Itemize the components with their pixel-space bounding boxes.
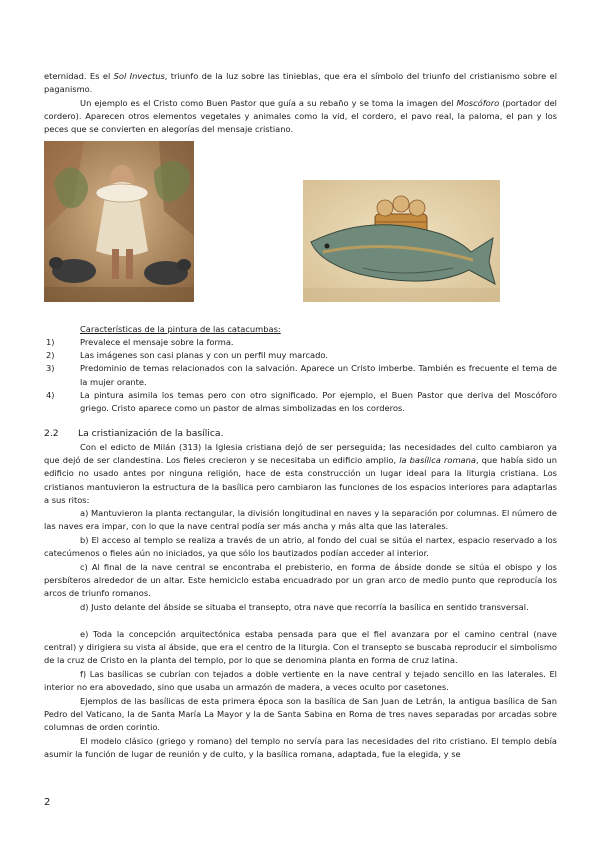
paragraph-f: f) Las basílicas se cubrían con tejados a doble vertiente en la nave central y tejado sencillo en las laterales. El interior no era abovedado, sino que usaba un armazón de madera, a veces oculto por casetones. — [44, 669, 557, 693]
good-shepherd-fresco-image — [44, 141, 194, 302]
caracteristicas-title: Características de la pintura de las catacumbas: — [80, 324, 281, 334]
edicto-paragraph: Con el edicto de Milán (313) la Iglesia cristiana dejó de ser perseguida; las necesidades del culto cambiaron ya que dejó de ser clandestina. Los fieles crecieron y se necesitaba un edificio amplio, la basílica romana, que había sido un edificio no usado antes por ninguna religión, hace de esta construcción un lugar ideal para la liturgia cristiana. Los cristianos mantuvieron la estructura de la basílica pero cambiaron las funciones de los espacios interiores para adaptarlas a sus ritos: — [44, 442, 557, 505]
fish-bread-fresco-image — [303, 180, 500, 302]
caracteristicas-list — [44, 336, 557, 415]
good-shepherd-fresco — [44, 141, 194, 302]
section-heading: 2.2 La cristianización de la basílica. — [44, 428, 224, 439]
paragraph-c: c) Al final de la nave central se encontraba el prebisterio, en forma de ábside donde se sitúa el obispo y los persbíteros alrededor de un altar. Este hemiciclo estaba encuadrado por un gran arco de medio punto que reproducía los arcos de triunfo romanos. — [44, 562, 557, 599]
list-item: 2) Las imágenes son casi planas y con un perfil muy marcado. — [46, 350, 328, 361]
fish-and-bread-basket-fresco — [303, 180, 500, 302]
list-item: 3) Predominio de temas relacionados con la salvación. Aparece un Cristo imberbe. También es frecuente el tema de la mujer orante. — [46, 363, 557, 387]
paragraph-e: e) Toda la concepción arquitectónica estaba pensada para que el fiel avanzara por el camino central (nave central) y dirigiera su vista al ábside, que era el centro de la liturgia. Con el transepto se buscaba reproducir el simbolismo de la cruz de Cristo en la planta del templo, por lo que se denomina planta en forma de cruz latina. — [44, 629, 557, 666]
intro-paragraph: eternidad. Es el Sol Invectus, triunfo de la luz sobre las tinieblas, que era el símbolo del triunfo del cristianismo sobre el paganismo. — [44, 71, 558, 95]
paragraph-b: b) El acceso al templo se realiza a través de un atrio, al fondo del cual se sitúa el nartex, espacio reservado a los catecúmenos o fieles aún no iniciados, ya que sólo los bautizados podían acceder al interior. — [44, 535, 557, 559]
list-item: 1) Prevalece el mensaje sobre la forma. — [46, 337, 234, 347]
ejemplos-paragraph: Ejemplos de las basílicas de esta primera época son la basílica de San Juan de Letrán, la antigua basílica de San Pedro del Vaticano, la de Santa María La Mayor y la de Santa Sabina en Roma de tres naves separadas por arcadas sobre columnas de orden corintio. — [44, 696, 557, 733]
list-item: 4) La pintura asimila los temas pero con otro significado. Por ejemplo, el Buen Pastor que deriva del Moscóforo griego. Cristo aparece como un pastor de almas simbolizadas en los corderos. — [46, 389, 557, 414]
paragraph-d: d) Justo delante del ábside se situaba el transepto, otra nave que recorría la basílica en sentido transversal. — [80, 602, 529, 612]
modelo-clasico-paragraph: El modelo clásico (griego y romano) del templo no servía para las necesidades del rito cristiano. El templo debía asumir la función de lugar de reunión y de culto, y la basílica romana, adaptada, fue la elegida, y se — [44, 736, 557, 760]
paragraph-a: a) Mantuvieron la planta rectangular, la división longitudinal en naves y la separación por columnas. El número de las naves era impar, con lo que la nave central podía ser más ancha y más alta que las laterales. — [44, 508, 557, 532]
buen-pastor-paragraph: Un ejemplo es el Cristo como Buen Pastor que guía a su rebaño y se toma la imagen del Moscóforo (portador del cordero). Aparecen otros elementos vegetales y animales como la vid, el cordero, el pavo real, la paloma, el pan y los peces que se convierten en alegorías del mensaje cristiano. — [44, 98, 557, 135]
page-number: 2 — [44, 797, 51, 808]
